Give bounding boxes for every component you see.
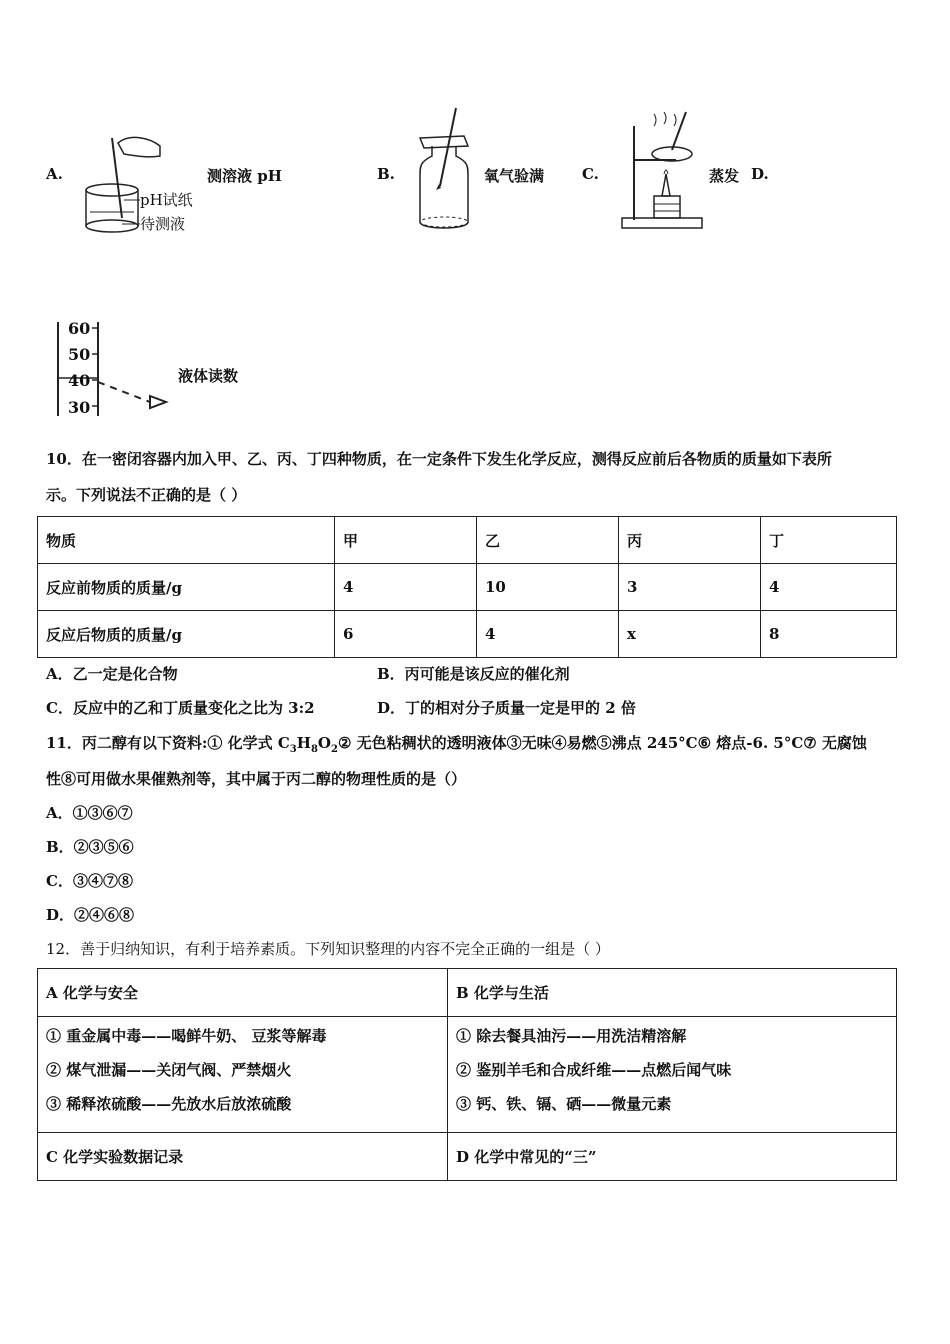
q12-knowledge-table bbox=[37, 968, 897, 1181]
section-b-title: B 化学与生活 bbox=[448, 969, 897, 1017]
list-item: ① 重金属中毒——喝鲜牛奶、 豆浆等解毒 bbox=[46, 1027, 327, 1045]
section-a-items bbox=[38, 1017, 448, 1133]
q11-stem-part1: 11．丙二醇有以下资料:① 化学式 C bbox=[46, 734, 290, 752]
subscript: 8 bbox=[310, 744, 318, 755]
table-cell: x bbox=[619, 611, 761, 658]
test-liquid-label: 待测液 bbox=[140, 215, 186, 233]
table-cell: 4 bbox=[477, 611, 619, 658]
formula-o: O bbox=[317, 734, 331, 752]
tick-40: 40 bbox=[68, 371, 91, 390]
table-cell: 4 bbox=[335, 564, 477, 611]
q11-stem-part2: ② 无色粘稠状的透明液体③无味④易燃⑤沸点 245°C⑥ 熔点-6. 5°C⑦ 无腐蚀 bbox=[337, 734, 867, 752]
option-b-caption: 氧气验满 bbox=[484, 167, 545, 185]
table-cell: 10 bbox=[477, 564, 619, 611]
table-cell: 甲 bbox=[335, 517, 477, 564]
q10-option-c: C．反应中的乙和丁质量变化之比为 3:2 bbox=[46, 699, 315, 717]
table-cell: 反应前物质的质量/g bbox=[38, 564, 335, 611]
table-row bbox=[38, 564, 897, 611]
option-d-caption: 液体读数 bbox=[178, 367, 239, 385]
table-cell: 丙 bbox=[619, 517, 761, 564]
q10-stem-line2: 示。下列说法不正确的是（ ） bbox=[46, 486, 247, 504]
formula-h: H bbox=[296, 734, 311, 752]
list-item: ③ 稀释浓硫酸——先放水后放浓硫酸 bbox=[46, 1095, 292, 1113]
table-header-row bbox=[38, 517, 897, 564]
table-cell: 乙 bbox=[477, 517, 619, 564]
option-a-letter: A. bbox=[46, 165, 63, 183]
table-cell: 4 bbox=[761, 564, 897, 611]
list-item: ② 鉴别羊毛和合成纤维——点燃后闻气味 bbox=[456, 1061, 732, 1079]
table-cell: 3 bbox=[619, 564, 761, 611]
graduated-cylinder-figure bbox=[50, 316, 180, 420]
q12-stem: 12．善于归纳知识，有利于培养素质。下列知识整理的内容不完全正确的一组是（ ） bbox=[46, 940, 610, 958]
oxygen-bottle-figure bbox=[410, 106, 480, 234]
subscript: 3 bbox=[289, 744, 297, 755]
table-row bbox=[38, 1017, 897, 1133]
table-cell: 8 bbox=[761, 611, 897, 658]
ph-test-figure bbox=[78, 128, 198, 238]
option-c-caption: 蒸发 bbox=[709, 167, 740, 185]
table-row bbox=[38, 611, 897, 658]
q11-option-b: B．②③⑤⑥ bbox=[46, 838, 134, 856]
table-row bbox=[38, 1133, 897, 1181]
q11-stem-line1 bbox=[46, 732, 867, 755]
option-c-letter: C. bbox=[582, 165, 599, 183]
evaporation-figure bbox=[618, 108, 708, 234]
q11-stem-line2: 性⑧可用做水果催熟剂等，其中属于丙二醇的物理性质的是（） bbox=[46, 770, 467, 788]
q11-option-c: C．③④⑦⑧ bbox=[46, 872, 133, 890]
q10-option-a: A．乙一定是化合物 bbox=[46, 665, 178, 683]
q10-mass-table bbox=[37, 516, 897, 658]
q10-option-d: D．丁的相对分子质量一定是甲的 2 倍 bbox=[377, 699, 636, 717]
table-cell: 物质 bbox=[38, 517, 335, 564]
option-d-letter: D. bbox=[751, 165, 769, 183]
q10-option-b: B．丙可能是该反应的催化剂 bbox=[377, 665, 570, 683]
tick-50: 50 bbox=[68, 345, 91, 364]
q10-stem-line1: 10．在一密闭容器内加入甲、乙、丙、丁四种物质，在一定条件下发生化学反应，测得反应前后各物质的质量如下表所 bbox=[46, 450, 832, 468]
list-item: ② 煤气泄漏——关闭气阀、严禁烟火 bbox=[46, 1061, 292, 1079]
ph-paper-label: pH试纸 bbox=[140, 191, 193, 209]
subscript: 2 bbox=[331, 744, 338, 755]
table-cell: 反应后物质的质量/g bbox=[38, 611, 335, 658]
table-row bbox=[38, 969, 897, 1017]
tick-60: 60 bbox=[68, 319, 91, 338]
q11-option-a: A．①③⑥⑦ bbox=[46, 804, 133, 822]
table-cell: 6 bbox=[335, 611, 477, 658]
option-a-caption: 测溶液 pH bbox=[207, 167, 282, 185]
section-c-title: C 化学实验数据记录 bbox=[38, 1133, 448, 1181]
table-cell: 丁 bbox=[761, 517, 897, 564]
section-b-items bbox=[448, 1017, 897, 1133]
q11-option-d: D．②④⑥⑧ bbox=[46, 906, 135, 924]
option-b-letter: B. bbox=[377, 165, 395, 183]
list-item: ① 除去餐具油污——用洗洁精溶解 bbox=[456, 1027, 687, 1045]
section-a-title: A 化学与安全 bbox=[38, 969, 448, 1017]
list-item: ③ 钙、铁、镉、硒——微量元素 bbox=[456, 1095, 672, 1113]
section-d-title: D 化学中常见的“三” bbox=[448, 1133, 897, 1181]
tick-30: 30 bbox=[68, 398, 91, 417]
